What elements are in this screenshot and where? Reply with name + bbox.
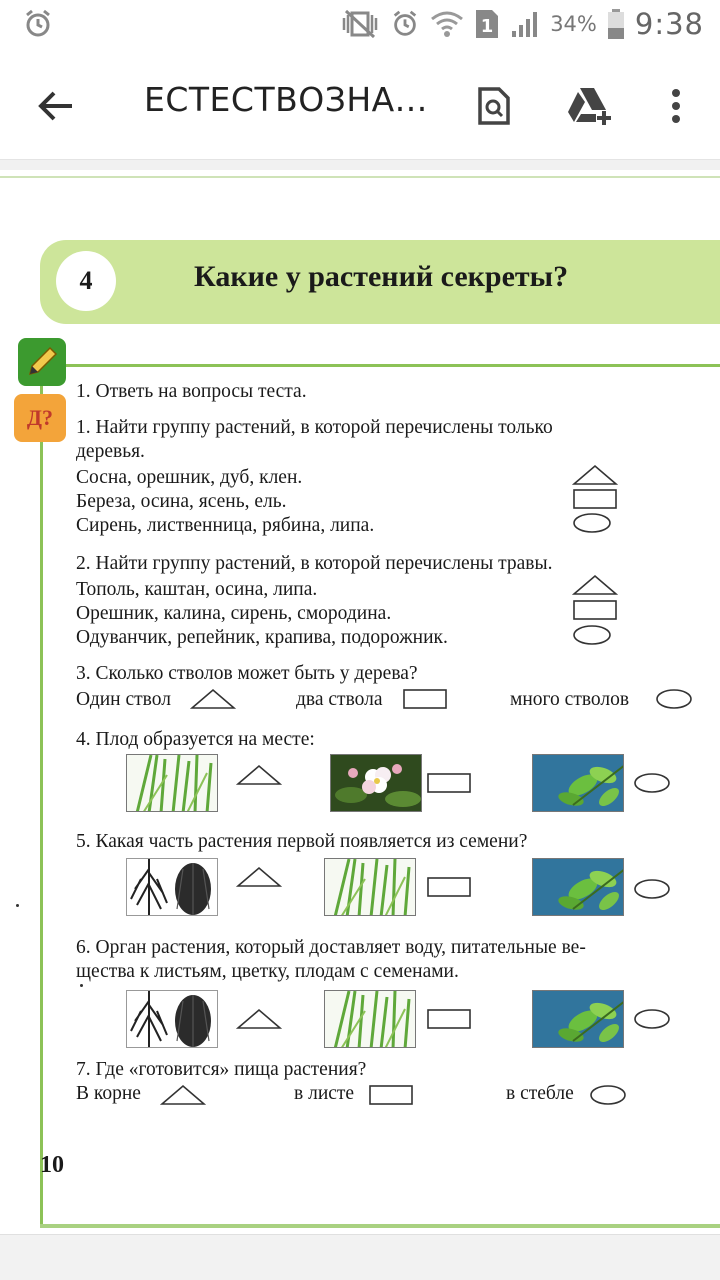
triangle-answer-box[interactable] [572, 464, 618, 486]
question-text: 5. Какая часть растения первой появляется из семени? [76, 831, 528, 852]
triangle-answer-box[interactable] [572, 574, 618, 596]
question-text: 6. Орган растения, который доставляет воду, питательные ве- [76, 937, 586, 958]
oval-answer-box[interactable] [572, 624, 618, 646]
answer-option: в стебле [506, 1083, 574, 1104]
frame-line [40, 364, 43, 1228]
alarm-icon [390, 9, 420, 39]
frame-line [40, 364, 720, 367]
print-speck [80, 984, 83, 987]
stems-image [324, 990, 416, 1048]
rectangle-answer-box[interactable] [426, 876, 472, 898]
rectangle-answer-box[interactable] [368, 1084, 414, 1106]
answer-option: В корне [76, 1083, 141, 1104]
page-edge [0, 176, 720, 178]
task-header: 1. Ответь на вопросы теста. [76, 381, 307, 402]
triangle-answer-box[interactable] [160, 1084, 206, 1106]
document-title: ЕСТЕСТВОЗНА... [144, 80, 428, 119]
oval-answer-box[interactable] [632, 878, 672, 900]
question-text: 3. Сколько стволов может быть у дерева? [76, 663, 418, 684]
print-speck [16, 904, 19, 907]
flower-image [330, 754, 422, 812]
lesson-banner [40, 240, 720, 324]
triangle-answer-box[interactable] [190, 688, 236, 710]
leaves-image [532, 990, 624, 1048]
more-vert-icon [671, 88, 681, 124]
signal-icon [510, 9, 540, 39]
battery-icon [607, 8, 625, 40]
question-badge: Д? [14, 394, 66, 442]
triangle-answer-box[interactable] [236, 866, 282, 888]
question-text: 7. Где «готовится» пища растения? [76, 1059, 367, 1080]
stems-image [126, 754, 218, 812]
answer-option: Тополь, каштан, осина, липа. [76, 579, 318, 600]
question-text: 1. Найти группу растений, в которой перечислены только [76, 417, 553, 438]
search-document-icon [477, 86, 511, 126]
lesson-number: 4 [56, 251, 116, 311]
roots-image [126, 858, 218, 916]
rectangle-answer-box[interactable] [572, 488, 618, 510]
frame-line [40, 1224, 720, 1228]
drive-add-icon [566, 86, 614, 126]
answer-option: два ствола [296, 689, 383, 710]
rectangle-answer-box[interactable] [426, 1008, 472, 1030]
sim-icon [474, 8, 500, 40]
question-text: 2. Найти группу растений, в которой перечислены травы. [76, 553, 553, 574]
document-page [0, 172, 720, 1234]
app-bar [0, 50, 720, 160]
question-text: 4. Плод образуется на месте: [76, 729, 315, 750]
answer-option: Орешник, калина, сирень, смородина. [76, 603, 392, 624]
triangle-answer-box[interactable] [236, 764, 282, 786]
wifi-icon [430, 9, 464, 39]
status-icons [340, 4, 704, 44]
clock: 9:38 [634, 7, 704, 41]
page-gap [0, 160, 720, 170]
oval-answer-box[interactable] [588, 1084, 628, 1106]
add-to-drive-button[interactable] [566, 80, 614, 132]
leaves-image [532, 754, 624, 812]
stems-image [324, 858, 416, 916]
leaves-image [532, 858, 624, 916]
answer-option: Один ствол [76, 689, 171, 710]
answer-option: в листе [294, 1083, 355, 1104]
svg-text:1: 1 [480, 16, 494, 37]
rectangle-answer-box[interactable] [572, 599, 618, 621]
oval-answer-box[interactable] [572, 512, 618, 534]
answer-option: Одуванчик, репейник, крапива, подорожник. [76, 627, 448, 648]
battery-percent: 34% [550, 12, 597, 36]
answer-option: Сирень, лиственница, рябина, липа. [76, 515, 375, 536]
next-page-gap [0, 1234, 720, 1280]
status-bar [0, 0, 720, 50]
rectangle-answer-box[interactable] [402, 688, 448, 710]
back-button[interactable] [30, 80, 82, 132]
alarm-icon [22, 8, 54, 40]
question-text: щества к листьям, цветку, плодам с семенами. [76, 961, 459, 982]
more-options-button[interactable] [652, 80, 700, 132]
answer-option: Береза, осина, ясень, ель. [76, 491, 287, 512]
answer-option: много стволов [510, 689, 630, 710]
answer-option: Сосна, орешник, дуб, клен. [76, 467, 303, 488]
pencil-badge [18, 338, 66, 386]
page-number: 10 [40, 1152, 64, 1178]
vibrate-mute-icon [340, 9, 380, 39]
triangle-answer-box[interactable] [236, 1008, 282, 1030]
oval-answer-box[interactable] [632, 1008, 672, 1030]
oval-answer-box[interactable] [654, 688, 694, 710]
search-document-button[interactable] [470, 80, 518, 132]
rectangle-answer-box[interactable] [426, 772, 472, 794]
back-arrow-icon [36, 88, 76, 124]
roots-image [126, 990, 218, 1048]
question-text: деревья. [76, 441, 145, 462]
lesson-title: Какие у растений секреты? [194, 260, 569, 293]
oval-answer-box[interactable] [632, 772, 672, 794]
pencil-icon [24, 344, 60, 380]
